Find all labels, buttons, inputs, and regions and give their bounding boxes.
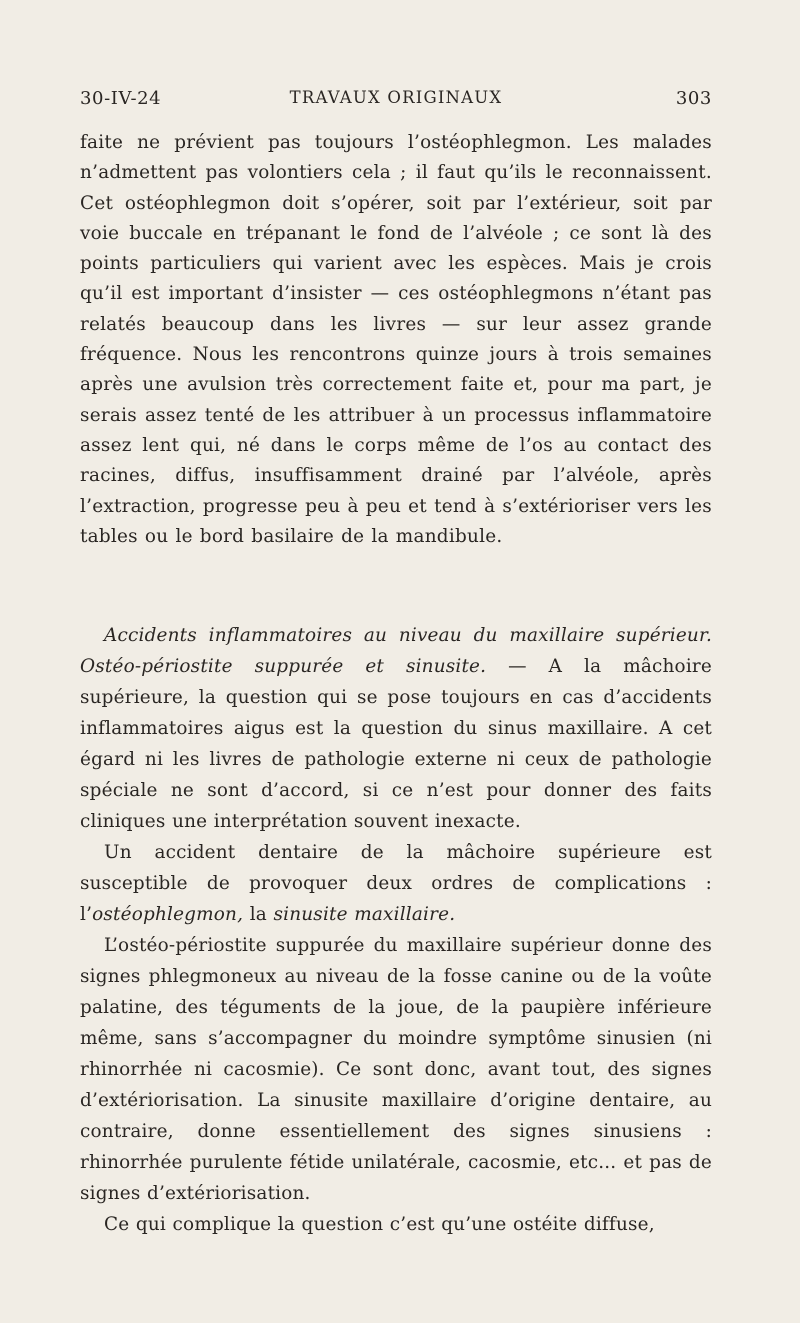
header-date-code: 30-IV-24 — [80, 88, 162, 109]
paragraph-2 — [80, 620, 712, 837]
header-title: TRAVAUX ORIGINAUX — [289, 88, 503, 107]
section-body — [80, 620, 712, 1240]
term-osteophlegmon: ostéophlegmon, — [92, 904, 244, 925]
paragraph-5: Ce qui complique la question c’est qu’une ostéite diffuse, — [104, 1214, 655, 1235]
paragraph-1: faite ne prévient pas toujours l’ostéophlegmon. Les malades n’admettent pas volontiers cela ; il faut qu’ils le reconnaissent. Cet ostéophlegmon doit s’opérer, soit par l’extérieur, soit par voie buccale en trépanant le fond de l’alvéole ; ce sont là des points particuliers qui varient avec les espèces. Mais je crois qu’il est important d’insister — ces ostéophlegmons n’étant pas relatés beaucoup dans les livres — sur leur assez grande fréquence. Nous les rencontrons quinze jours à trois semaines après une avulsion très correctement faite et, pour ma part, je serais assez tenté de les attribuer à un processus inflammatoire assez lent qui, né dans le corps même de l’os au contact des racines, diffus, insuffisamment drainé par l’alvéole, après l’extraction, progresse peu à peu et tend à s’extérioriser vers les tables ou le bord basilaire de la mandibule. — [80, 132, 712, 547]
section-heading: Accidents inflammatoires au niveau du maxillaire supérieur. Ostéo-périostite suppurée et sinusite. — [80, 625, 712, 677]
page-number: 303 — [675, 88, 712, 109]
term-sinusite: sinusite maxillaire. — [273, 904, 456, 925]
paragraph-4: L’ostéo-périostite suppurée du maxillaire supérieur donne des signes phlegmoneux au niveau de la fosse canine ou de la voûte palatine, des téguments de la joue, de la paupière inférieure même, sans s’accompagner du moindre symptôme sinusien (ni rhinorrhée ni cacosmie). Ce sont donc, avant tout, des signes d’extériorisation. La sinusite maxillaire d’origine dentaire, au contraire, donne essentiellement des signes sinusiens : rhinorrhée purulente fétide unilatérale, cacosmie, etc... et pas de signes d’extériorisation. — [80, 935, 712, 1204]
body-text — [80, 128, 712, 582]
paragraph-3-mid: la — [243, 904, 274, 925]
paragraph-2-text: — A la mâchoire supérieure, la question qui se pose toujours en cas d’accidents inflammatoires aigus est la question du sinus maxillaire. A cet égard ni les livres de pathologie externe ni ceux de pathologie spéciale ne sont d’accord, si ce n’est pour donner des faits cliniques une interprétation souvent inexacte. — [80, 656, 712, 832]
paragraph-3 — [80, 837, 712, 930]
running-header — [80, 88, 712, 116]
paragraph-3-start: Un accident dentaire de la mâchoire supérieure est susceptible de provoquer deux ordres de complications : l’ — [80, 842, 712, 925]
